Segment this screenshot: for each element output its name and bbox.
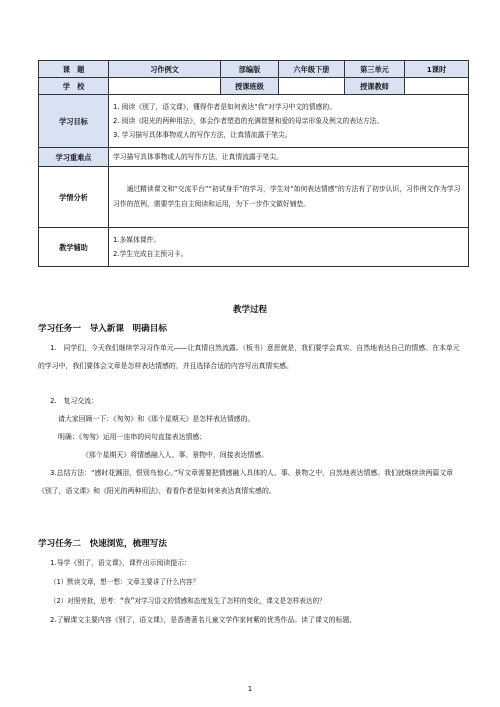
label-key-points: 学习重难点 [39, 148, 109, 167]
unit: 第三单元 [345, 61, 405, 78]
task1-paragraph: 1. 同学们，今天我们继续学习习作单元——让真情自然流露。（板书）意思就是，我们要学会真实、自然地表达自己的情感。在本单元的学习中，我们要体会文章是怎样表达情感的，并且选择合适的内容写出真情实感。 [38, 344, 460, 370]
goal-item: 2. 阅读《阳光的两种用法》，体会作者塑造的充满智慧和爱的母亲形象及例文的表达方法。 [113, 117, 384, 125]
teacher-value [405, 78, 469, 95]
aid-item: 2.学生完成自主预习卡。 [113, 250, 188, 258]
label-course: 课 题 [39, 61, 109, 78]
task1-question: 请大家回顾一下：《匆匆》和《那个星期天》是怎样表达情感的。 [58, 415, 255, 423]
label-situation: 学情分析 [39, 167, 109, 228]
page-number: 1 [247, 685, 253, 693]
lesson-hours: 1课时 [405, 61, 469, 78]
school-value [109, 78, 221, 95]
grade: 六年级下册 [279, 61, 345, 78]
table-row [39, 95, 469, 148]
table-row [39, 167, 469, 228]
task1-heading: 学习任务一 导入新课 明确目标 [38, 324, 167, 334]
task1-review: 2. 复习交流： [50, 397, 98, 405]
edition: 部编版 [221, 61, 279, 78]
task2-step1: 1.导学《别了，语文课》，课件出示阅读提示： [50, 559, 191, 567]
key-points-text: 学习描写具体事物或人的写作方法，让真情流露于笔尖。 [109, 148, 469, 167]
aid-item: 1.多媒体课件。 [113, 236, 161, 244]
aids-cell [109, 228, 469, 267]
course-name: 习作例文 [109, 61, 221, 78]
task2-prompt-1: （1）默读文章，想一想：文章主要讲了什么内容？ [50, 578, 200, 586]
situation-text: 通过精读课文和“交流平台”“初试身手”的学习，学生对“如何表达情感”的方法有了初步认识，习作例文作为学习习作的范例，需要学生自主阅读和运用，为下一步作文做好铺垫。 [113, 185, 461, 208]
task2-step2: 2.了解课文主要内容《别了，语文课》，是香港著名儿童文学作家何紫的优秀作品。读了课文的标题， [50, 616, 357, 624]
label-class: 授课班级 [221, 78, 279, 95]
table-row [39, 228, 469, 267]
task1-clarify: 明确：《匆匆》运用一连串的问句直接表达情感； [58, 433, 207, 441]
label-school: 学 校 [39, 78, 109, 95]
table-row [39, 78, 469, 95]
table-row [39, 61, 469, 78]
goal-item: 1. 阅读《别了，语文课》，懂得作者是如何表达“我”对学习中文的情感的。 [113, 103, 336, 111]
task2-heading: 学习任务二 快速浏览，梳理写法 [38, 539, 167, 549]
lesson-info-table [38, 60, 469, 267]
situation-cell [109, 167, 469, 228]
label-goals: 学习目标 [39, 95, 109, 148]
section-title: 教学过程 [232, 305, 267, 315]
task1-summary: 3.总结方法：“感时花溅泪，恨别鸟惊心。”写文章需要把情感融入具体的人、事、景物之中，自然地表达情感。我们就继续读两篇文章《别了，语文课》和《阳光的两种用法》，看看作者是如何来表达真情实感的。 [38, 469, 454, 495]
goal-item: 3. 学习描写具体事物或人的写作方法，让真情流露于笔尖。 [113, 131, 292, 139]
goals-cell [109, 95, 469, 148]
table-row [39, 148, 469, 167]
task1-clarify-2: 《那个星期天》将情感融入人、事、景物中，间接表达情感。 [82, 451, 269, 459]
label-aids: 教学辅助 [39, 228, 109, 267]
task2-prompt-2: （2）对照旁批，思考：“我”对学习语文的情感和态度发生了怎样的变化，课文是怎样表达的？ [50, 597, 326, 605]
class-value [279, 78, 345, 95]
label-teacher: 授课教师 [345, 78, 405, 95]
